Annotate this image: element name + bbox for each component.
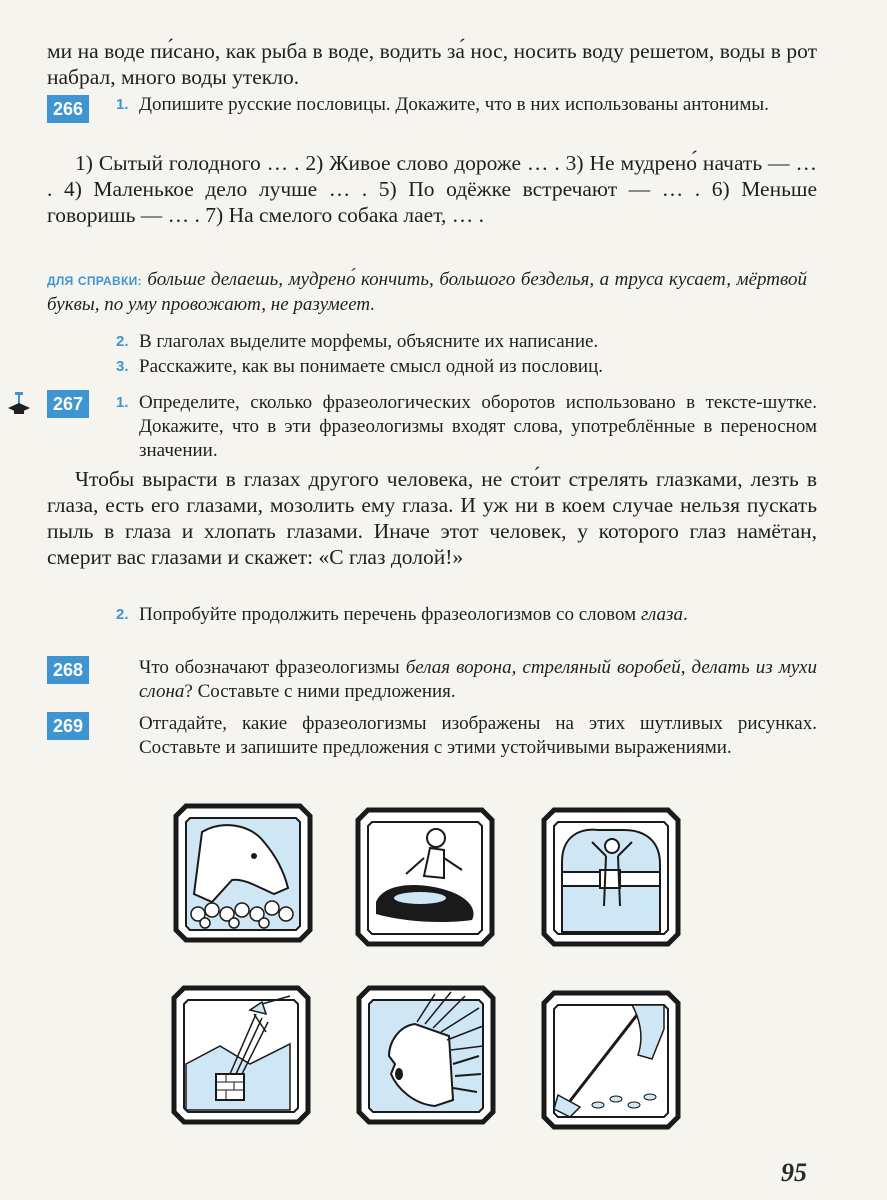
task-text-part: Попробуйте продолжить перечень фразеологизмов со словом [139, 604, 637, 625]
task-number: 1. [116, 96, 129, 113]
hair-on-end-picture [355, 984, 497, 1126]
hint-block [47, 268, 807, 317]
task-text: Допишите русские пословицы. Докажите, что в них использованы антонимы. [139, 94, 769, 115]
exercise-number-267: 267 [47, 390, 89, 418]
exercise-number-268: 268 [47, 656, 89, 684]
exercise-number-269: 269 [47, 712, 89, 740]
horse-in-mud-picture [172, 802, 314, 944]
hint-text: больше делаешь, мудрено́ кончить, большого безделья, а труса кусает, мёртвой буквы, по уму провожают, не разумеет. [47, 269, 808, 315]
graduation-cap-icon [6, 390, 32, 416]
man-in-galosh-picture [354, 806, 496, 948]
hint-label: ДЛЯ СПРАВКИ: [47, 274, 142, 288]
task-text-part: Что обозначают фразеологизмы [139, 657, 400, 678]
money-down-chimney-picture [170, 984, 312, 1126]
task-text-part: ? Составьте с ними предложения. [184, 681, 456, 702]
story-text: Чтобы вырасти в глазах другого человека, не сто́ит стрелять глазками, лезть в глаза, есть его глазами, мозолить ему глаза. И уж ни в коем случае нельзя пускать пыль в глаза и хлопать глазами. Иначе этот человек, у которого глаз намётан, смерит вас глазами и скажет: «С глаз долой!» [47, 467, 817, 569]
task-text: Определите, сколько фразеологических оборотов использовано в тексте-шутке. Докажите, что в эти фразеологизмы входят слова, употреблённые в переносном значении. [139, 392, 817, 461]
task-number: 1. [116, 394, 129, 411]
task-number: 3. [116, 358, 129, 375]
proverbs-text: 1) Сытый голодного … . 2) Живое слово дороже … . 3) Не мудрено́ начать — … . 4) Маленькое дело лучше … . 5) По одёжке встречают — … . 6) Меньше говоришь — … . 7) На смелого собака лает, … . [47, 151, 817, 227]
task-text: Расскажите, как вы понимаете смысл одной из пословиц. [139, 356, 603, 377]
sweeping-tracks-picture [540, 989, 682, 1131]
phraseologisms: белая ворона, стреляный воробей, делать из мухи слона [139, 657, 817, 702]
continuation-text: ми на воде пи́сано, как рыба в воде, водить за́ нос, носить воду решетом, воды в рот набрал, много воды утекло. [47, 39, 817, 89]
task-text [139, 656, 817, 704]
exercise-number-266: 266 [47, 95, 89, 123]
task-number: 2. [116, 333, 129, 350]
task-text: В глаголах выделите морфемы, объясните их написание. [139, 331, 599, 352]
task-word: глаза [640, 604, 683, 625]
task-text [139, 603, 817, 627]
task-text: Отгадайте, какие фразеологизмы изображены на этих шутливых рисунках. Составьте и запишите предложения с этими устойчивыми выражениями. [139, 713, 817, 758]
page-number: 95 [781, 1158, 807, 1187]
task-number: 2. [116, 606, 129, 623]
task-text-part: . [682, 604, 688, 625]
man-in-fist-picture [540, 806, 682, 948]
